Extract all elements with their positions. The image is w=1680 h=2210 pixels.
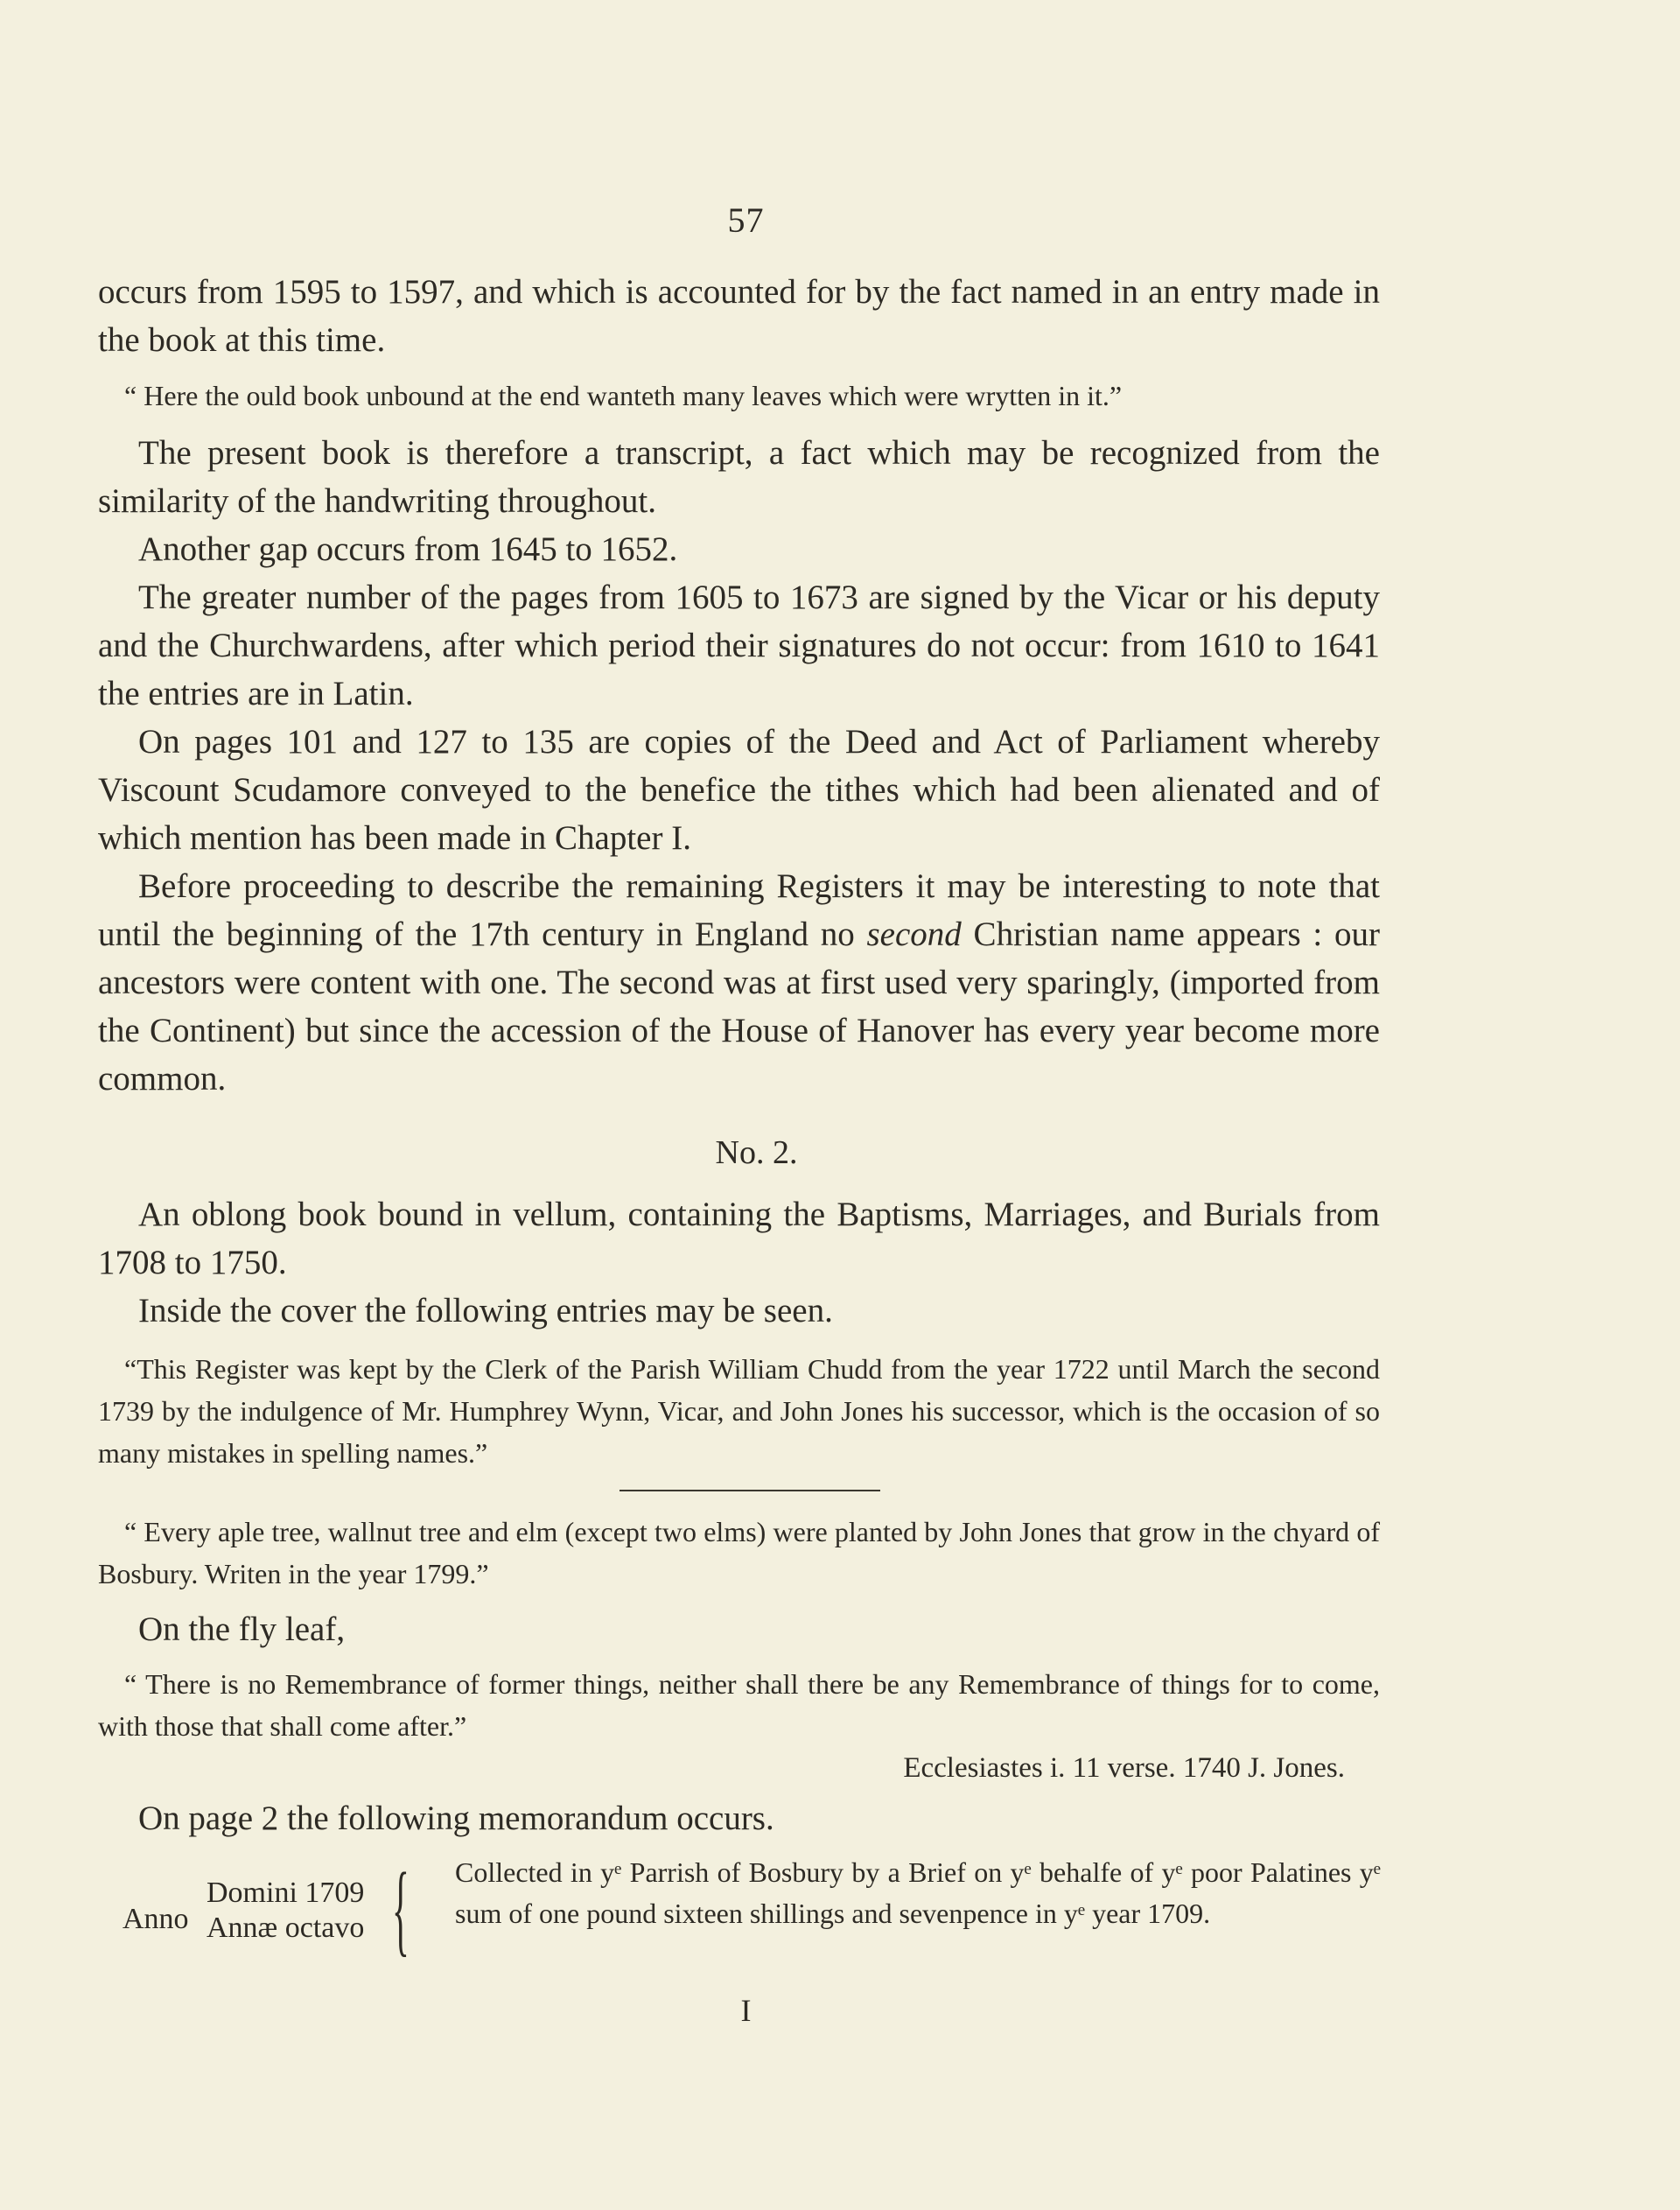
quote-aple-tree: “ Every aple tree, wallnut tree and elm (except two elms) were planted by John Jones that grow in the chyard of Bosbury. Writen in the year 1799.” (98, 1516, 1380, 1589)
memorandum (122, 1852, 1382, 1983)
quote-register-clerk: “This Register was kept by the Clerk of the Parish William Chudd from the year 1722 until March the second 1739 by the indulgence of Mr. Humphrey Wynn, Vicar, and John Jones his successor, which is the occasion of so many mistakes in spelling names.” (98, 1353, 1380, 1469)
memo-anno: Anno (122, 1903, 189, 1935)
quote-ould-book: “ Here the ould book unbound at the end wanteth many leaves which were wrytten in it.” (124, 380, 1123, 411)
page-number: 57 (727, 200, 765, 240)
quote-block-1 (98, 375, 1380, 417)
memo-annae: Annæ octavo (206, 1912, 365, 1944)
body-top (98, 268, 1380, 364)
memo-domini: Domini 1709 (206, 1877, 365, 1909)
quote-block-2 (98, 1348, 1380, 1474)
paragraph-deed: On pages 101 and 127 to 135 are copies of the Deed and Act of Parliament whereby Viscount Scudamore conveyed to the benefice the tithes which had been alienated and of which mention has been made in Chapter I. (98, 723, 1380, 857)
body-mid (98, 429, 1380, 1103)
quote-block-4 (98, 1663, 1380, 1789)
memo-brace: { (392, 1851, 410, 1966)
paragraph-continuation: occurs from 1595 to 1597, and which is accounted for by the fact named in an entry made in the book at this time. (98, 273, 1380, 359)
paragraph-fly-leaf: On the fly leaf, (138, 1610, 346, 1648)
paragraph-signed: The greater number of the pages from 1605 to 1673 are signed by the Vicar or his deputy and the Churchwardens, after which period their signatures do not occur: from 1610 to 1641 the entries are in Latin. (98, 579, 1380, 712)
quote-block-3 (98, 1511, 1380, 1595)
signature-mark: I (740, 1993, 752, 2028)
paragraph-christian-name (98, 862, 1380, 1103)
christian-name-text-b: Christian name appears : our ancestors were content with one. The second was at first used very sparingly, (imported from the Continent) but since the accession of the House of Hanover has every year become more common. (98, 916, 1380, 1098)
christian-name-emphasis: second (866, 916, 962, 953)
paragraph-transcript: The present book is therefore a transcript, a fact which may be recognized from the similarity of the handwriting throughout. (98, 434, 1380, 520)
body-no2 (98, 1190, 1380, 1335)
paragraph-gap: Another gap occurs from 1645 to 1652. (138, 530, 678, 568)
fly-leaf-block (98, 1605, 1380, 1653)
paragraph-oblong-book: An oblong book bound in vellum, containing the Baptisms, Marriages, and Burials from 1708 to 1750. (98, 1196, 1380, 1281)
quote-remembrance: “ There is no Remembrance of former things, neither shall there be any Remembrance of things for to come, with those that shall come after.” (98, 1668, 1380, 1742)
divider-rule (620, 1490, 880, 1491)
paragraph-memo-intro: On page 2 the following memorandum occurs. (138, 1800, 774, 1837)
memo-collected-text: Collected in yᵉ Parrish of Bosbury by a Brief on yᵉ behalfe of yᵉ poor Palatines yᵉ sum of one pound sixteen shillings and sevenpence in yᵉ year 1709. (455, 1856, 1381, 1929)
christian-name-text-a: Before proceeding to describe the remaining Registers it may be interesting to note that until the beginning of the 17th century in England no (98, 867, 1380, 953)
citation-ecclesiastes: Ecclesiastes i. 11 verse. 1740 J. Jones. (903, 1752, 1345, 1784)
memo-intro-block (98, 1794, 1380, 1842)
section-heading: No. 2. (715, 1134, 798, 1171)
section-no2 (98, 1129, 1380, 1177)
paragraph-inside-cover: Inside the cover the following entries may be seen. (138, 1292, 833, 1330)
